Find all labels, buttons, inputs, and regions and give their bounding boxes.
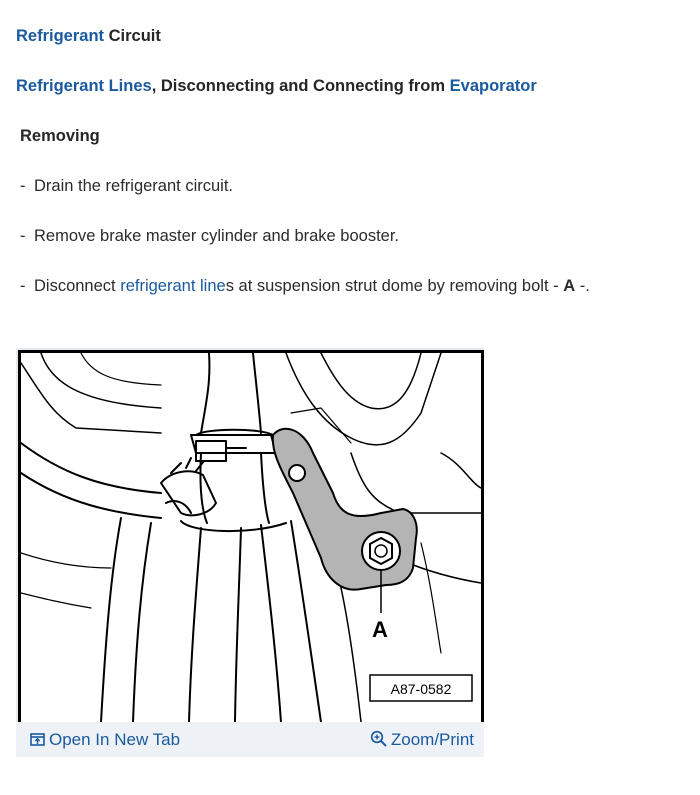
removing-subheading: Removing xyxy=(20,127,100,145)
section-heading-refrigerant-circuit xyxy=(16,27,161,46)
zoom-print-label: Zoom/Print xyxy=(390,730,474,749)
bolt-label: A xyxy=(563,277,576,295)
step-disconnect-lines xyxy=(20,277,590,296)
refrigerant-line-link[interactable]: refrigerant line xyxy=(120,277,226,295)
figure-toolbar xyxy=(16,722,484,757)
step-remove-brake xyxy=(20,227,399,246)
evaporator-link[interactable]: Evaporator xyxy=(449,77,537,95)
step-text: s at suspension strut dome by removing bolt - xyxy=(225,277,564,295)
refrigerant-link[interactable]: Refrigerant xyxy=(16,27,105,45)
step-dash: - xyxy=(20,277,26,295)
open-new-tab-icon xyxy=(30,732,45,747)
step-dash: - xyxy=(20,227,26,245)
open-in-new-tab-link[interactable] xyxy=(30,730,180,750)
title-text: , Disconnecting and Connecting from xyxy=(151,77,450,95)
engine-bay-drawing xyxy=(21,353,481,722)
step-dash: - xyxy=(20,177,26,195)
step-text: Drain the refrigerant circuit. xyxy=(34,177,233,195)
zoom-print-link[interactable] xyxy=(370,730,474,750)
figure-illustration[interactable] xyxy=(18,350,484,725)
open-in-new-tab-label: Open In New Tab xyxy=(49,730,181,749)
figure-code: A87-0582 xyxy=(390,681,452,697)
refrigerant-lines-link[interactable]: Refrigerant Lines xyxy=(16,77,152,95)
callout-label-a: A xyxy=(372,617,388,642)
heading-text: Circuit xyxy=(104,27,161,45)
step-drain xyxy=(20,177,233,196)
step-text: -. xyxy=(575,277,590,295)
figure-container xyxy=(16,348,484,757)
step-text: Remove brake master cylinder and brake booster. xyxy=(34,227,400,245)
step-text: Disconnect xyxy=(34,277,121,295)
zoom-icon xyxy=(370,730,387,747)
page-title xyxy=(16,77,537,96)
